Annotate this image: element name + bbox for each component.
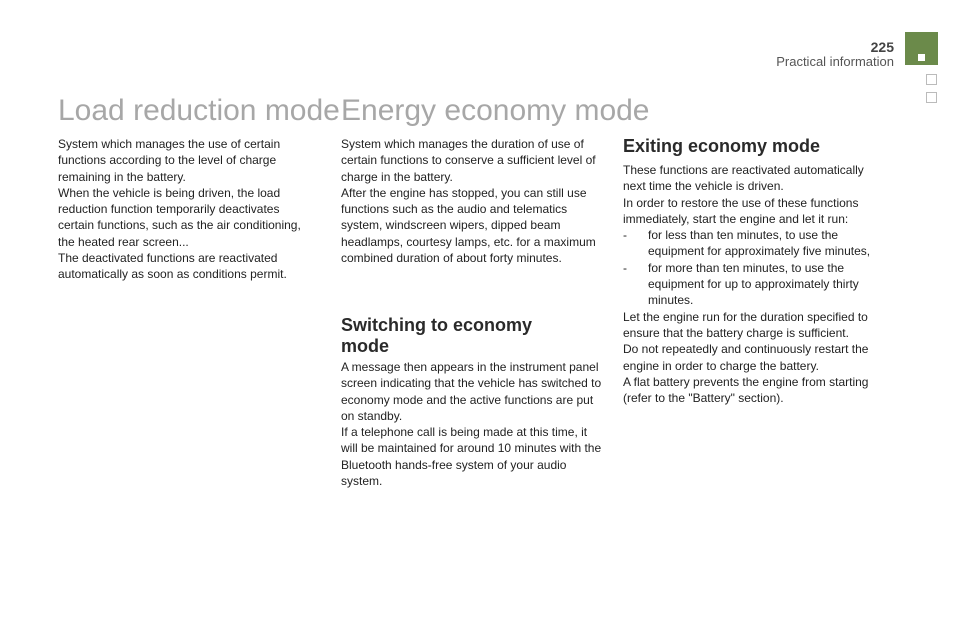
load-reduction-text — [58, 136, 318, 283]
paragraph: A flat battery prevents the engine from starting (refer to the "Battery" section). — [623, 374, 869, 406]
paragraph: These functions are reactivated automatically next time the vehicle is driven. — [623, 163, 864, 194]
list-item — [623, 260, 888, 309]
list-dash: - — [623, 260, 627, 275]
list-item-text: for less than ten minutes, to use the equipment for approximately five minutes, — [648, 228, 871, 259]
chapter-tab-active[interactable] — [905, 32, 938, 65]
exiting-economy-text — [623, 162, 888, 406]
load-reduction-title: Load reduction mode — [58, 94, 340, 127]
paragraph: System which manages the use of certain functions according to the level of charge remaining in the battery. — [58, 137, 281, 184]
paragraph: The deactivated functions are reactivated automatically as soon as conditions permit. — [58, 251, 287, 282]
energy-economy-text — [341, 136, 601, 266]
page-number: 225 — [870, 39, 894, 55]
energy-economy-title: Energy economy mode — [341, 94, 650, 127]
switching-economy-text — [341, 359, 603, 489]
chapter-tab[interactable] — [926, 74, 937, 85]
paragraph: Do not repeatedly and continuously restart the engine in order to charge the battery. — [623, 342, 869, 373]
list-dash: - — [623, 228, 627, 243]
paragraph: Let the engine run for the duration specified to ensure that the battery charge is sufficient. — [623, 309, 868, 340]
paragraph: When the vehicle is being driven, the load reduction function temporarily deactivates certain functions, such as the air conditioning, the heated rear screen... — [58, 185, 301, 249]
paragraph: A message then appears in the instrument panel screen indicating that the vehicle has switched to economy mode and the active functions are put on standby. — [341, 360, 602, 423]
paragraph: If a telephone call is being made at this time, it will be maintained for around 10 minutes with the Bluetooth hands-free system of your audio system. — [341, 425, 602, 489]
chapter-tab[interactable] — [926, 92, 937, 103]
paragraph: System which manages the duration of use of certain functions to conserve a sufficient level of charge in the battery. — [341, 137, 596, 184]
paragraph: In order to restore the use of these functions immediately, start the engine and let it run: — [623, 195, 859, 226]
section-name: Practical information — [776, 54, 894, 69]
switching-economy-heading: Switching to economy mode — [341, 315, 533, 356]
paragraph: After the engine has stopped, you can still use functions such as the audio and telematics system, windscreen wipers, dipped beam headlamps, courtesy lamps, etc. for a maximum combined duration of about forty minutes. — [341, 185, 596, 266]
list-item-text: for more than ten minutes, to use the equipment for up to approximately thirty minutes. — [648, 260, 859, 308]
chapter-tab-marker-icon — [918, 54, 925, 61]
exiting-economy-heading: Exiting economy mode — [623, 136, 821, 156]
list-item — [623, 227, 888, 260]
